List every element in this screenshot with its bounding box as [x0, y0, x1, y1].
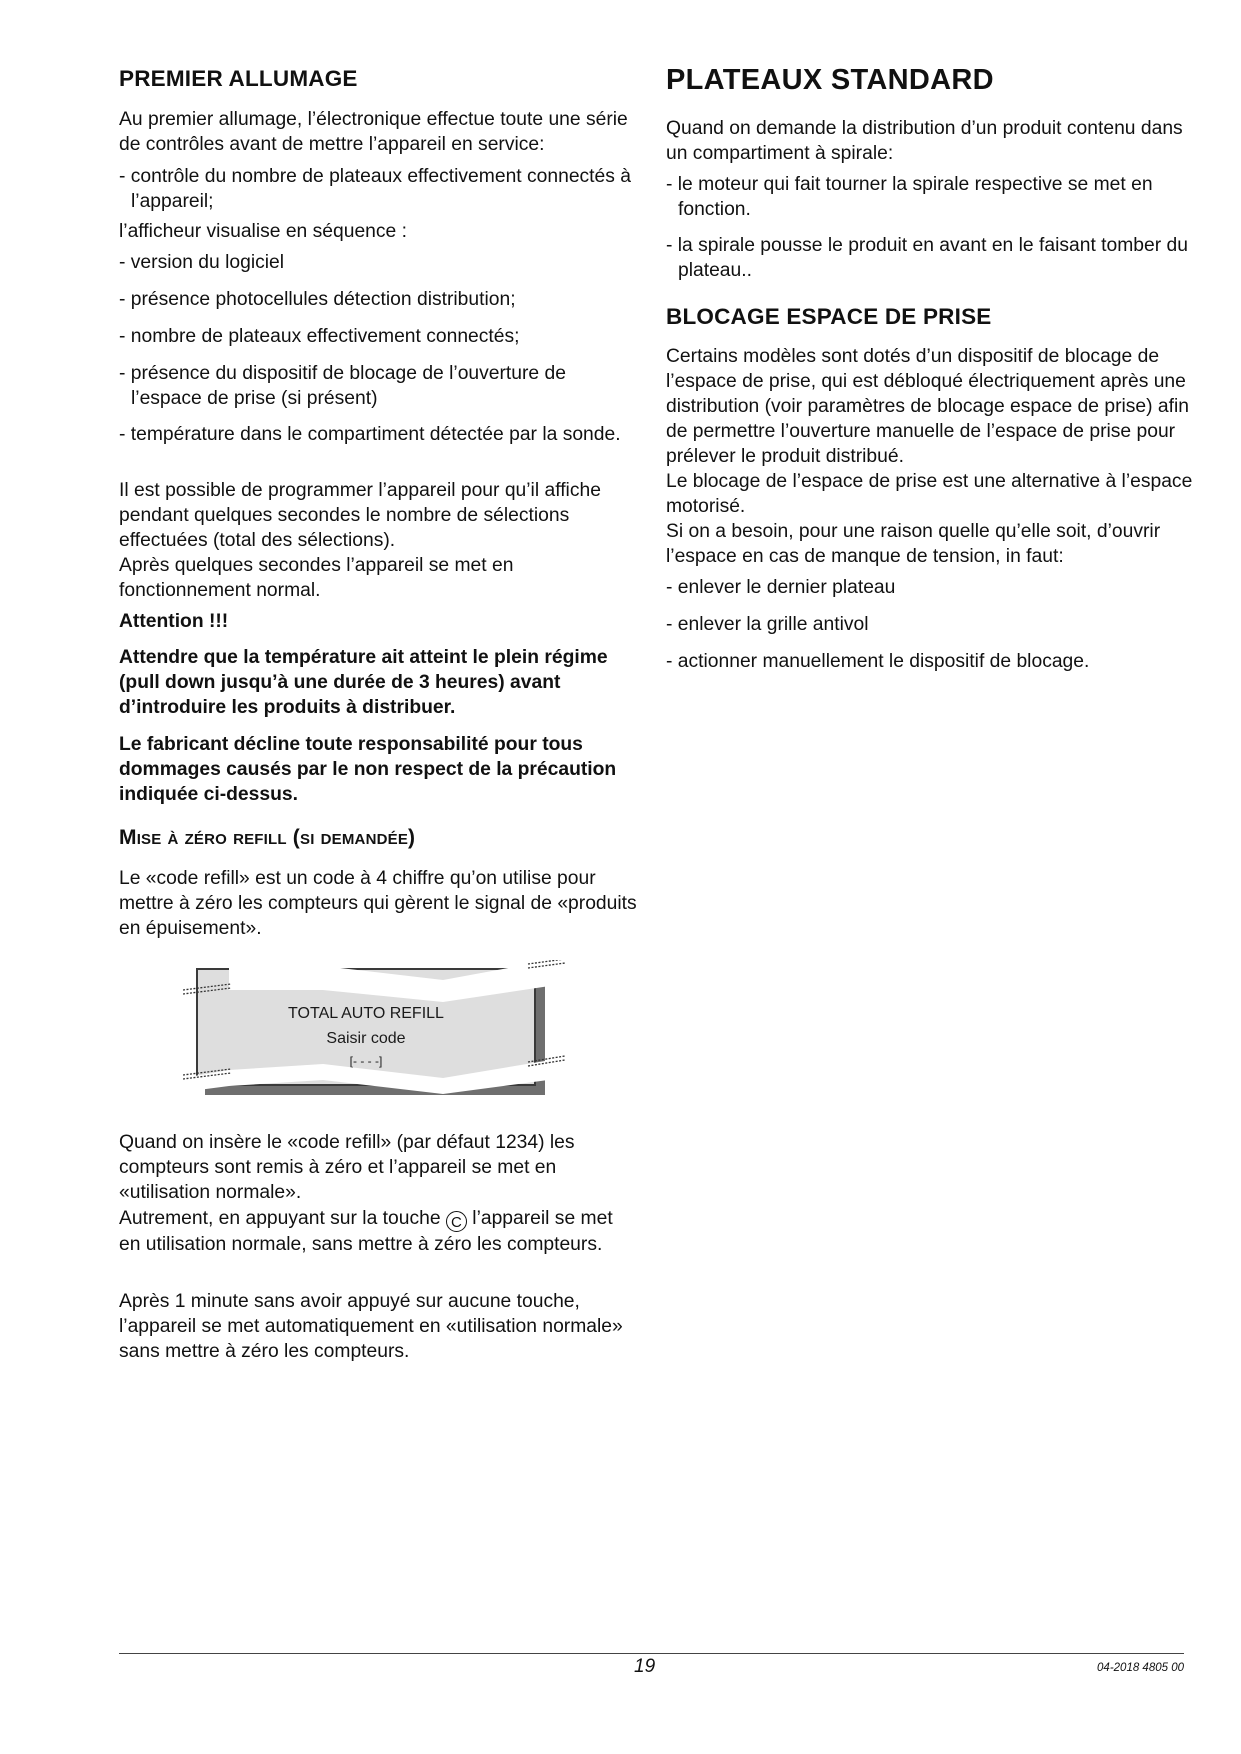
lcd-display-figure: [183, 960, 583, 1115]
page-number: 19: [634, 1656, 656, 1677]
insert-paragraph: Quand on insère le «code refill» (par défaut 1234) les compteurs sont remis à zéro et l’appareil se met en «utilisation normale».: [119, 1132, 575, 1203]
list-item: - enlever la grille antivol: [666, 614, 869, 635]
otherwise-text-after: l’appareil se met en utilisation normale, sans mettre à zéro les compteurs.: [119, 1208, 613, 1255]
intro-paragraph: Au premier allumage, l’électronique effectue toute une série de contrôles avant de mettre l’appareil en service:: [119, 109, 628, 155]
after-paragraph: Après quelques secondes l’appareil se met en fonctionnement normal.: [119, 555, 514, 601]
otherwise-paragraph: [119, 1206, 639, 1257]
list-item: - la spirale pousse le produit en avant en le faisant tomber du plateau..: [666, 235, 1188, 281]
blocage-need: Si on a besoin, pour une raison quelle qu’elle soit, d’ouvrir l’espace en cas de manque de tension, in faut:: [666, 521, 1161, 567]
timeout-paragraph: Après 1 minute sans avoir appuyé sur aucune touche, l’appareil se met automatiquement en «utilisation normale» sans mettre à zéro les compteurs.: [119, 1291, 623, 1362]
attention-paragraph: Attendre que la température ait atteint le plein régime (pull down jusqu’à une durée de 3 heures) avant d’introduire les produits à distribuer.: [119, 647, 608, 718]
liability-paragraph: Le fabricant décline toute responsabilité pour tous dommages causés par le non respect de la précaution indiquée ci-dessus.: [119, 734, 617, 805]
c-key-icon: [446, 1211, 467, 1232]
list-item: - actionner manuellement le dispositif de blocage.: [666, 651, 1090, 672]
torn-edge-marks: [183, 960, 583, 1115]
refill-paragraph: Le «code refill» est un code à 4 chiffre qu’on utilise pour mettre à zéro les compteurs qui gèrent le signal de «produits en épuisement».: [119, 868, 637, 939]
section-title-premier-allumage: PREMIER ALLUMAGE: [119, 66, 358, 91]
list-item: - le moteur qui fait tourner la spirale respective se met en fonction.: [666, 174, 1153, 220]
section-title-blocage-espace-de-prise: BLOCAGE ESPACE DE PRISE: [666, 304, 992, 329]
list-item: - enlever le dernier plateau: [666, 577, 896, 598]
list-item: - contrôle du nombre de plateaux effectivement connectés à l’appareil;: [119, 166, 631, 212]
blocage-paragraph: Certains modèles sont dotés d’un dispositif de blocage de l’espace de prise, qui est débloqué électriquement après une distribution (voir paramètres de blocage espace de prise) afin de permettre l’ouverture manuelle de l’espace de prise pour prélever le produit distribué.: [666, 346, 1190, 467]
section-title-plateaux-standard: PLATEAUX STANDARD: [666, 64, 994, 96]
lcd-line-3: [- - - -]: [349, 1054, 383, 1068]
blocage-alternative: Le blocage de l’espace de prise est une alternative à l’espace motorisé.: [666, 471, 1193, 517]
list-item: - présence du dispositif de blocage de l’ouverture de l’espace de prise (si présent): [119, 363, 566, 409]
list-item: - présence photocellules détection distribution;: [119, 289, 516, 310]
list-item: - température dans le compartiment détectée par la sonde.: [119, 424, 621, 445]
list-item: - version du logiciel: [119, 252, 285, 273]
plateaux-intro: Quand on demande la distribution d’un produit contenu dans un compartiment à spirale:: [666, 118, 1183, 164]
attention-title: Attention !!!: [119, 611, 229, 632]
document-code: 04-2018 4805 00: [1097, 1662, 1184, 1674]
lcd-line-1: TOTAL AUTO REFILL: [288, 1005, 444, 1022]
c-key-label: C: [451, 1214, 462, 1231]
list-item: - nombre de plateaux effectivement connectés;: [119, 326, 520, 347]
lcd-line-2: Saisir code: [326, 1030, 406, 1047]
program-paragraph: Il est possible de programmer l’appareil pour qu’il affiche pendant quelques secondes le nombre de sélections effectuées (total des sélections).: [119, 480, 601, 551]
section-title-mise-a-zero-refill: Mise à zéro refill (si demandée): [119, 826, 416, 849]
otherwise-text-before: Autrement, en appuyant sur la touche: [119, 1208, 446, 1229]
display-intro: l’afficheur visualise en séquence :: [119, 221, 407, 242]
footer-rule: [119, 1653, 1184, 1654]
